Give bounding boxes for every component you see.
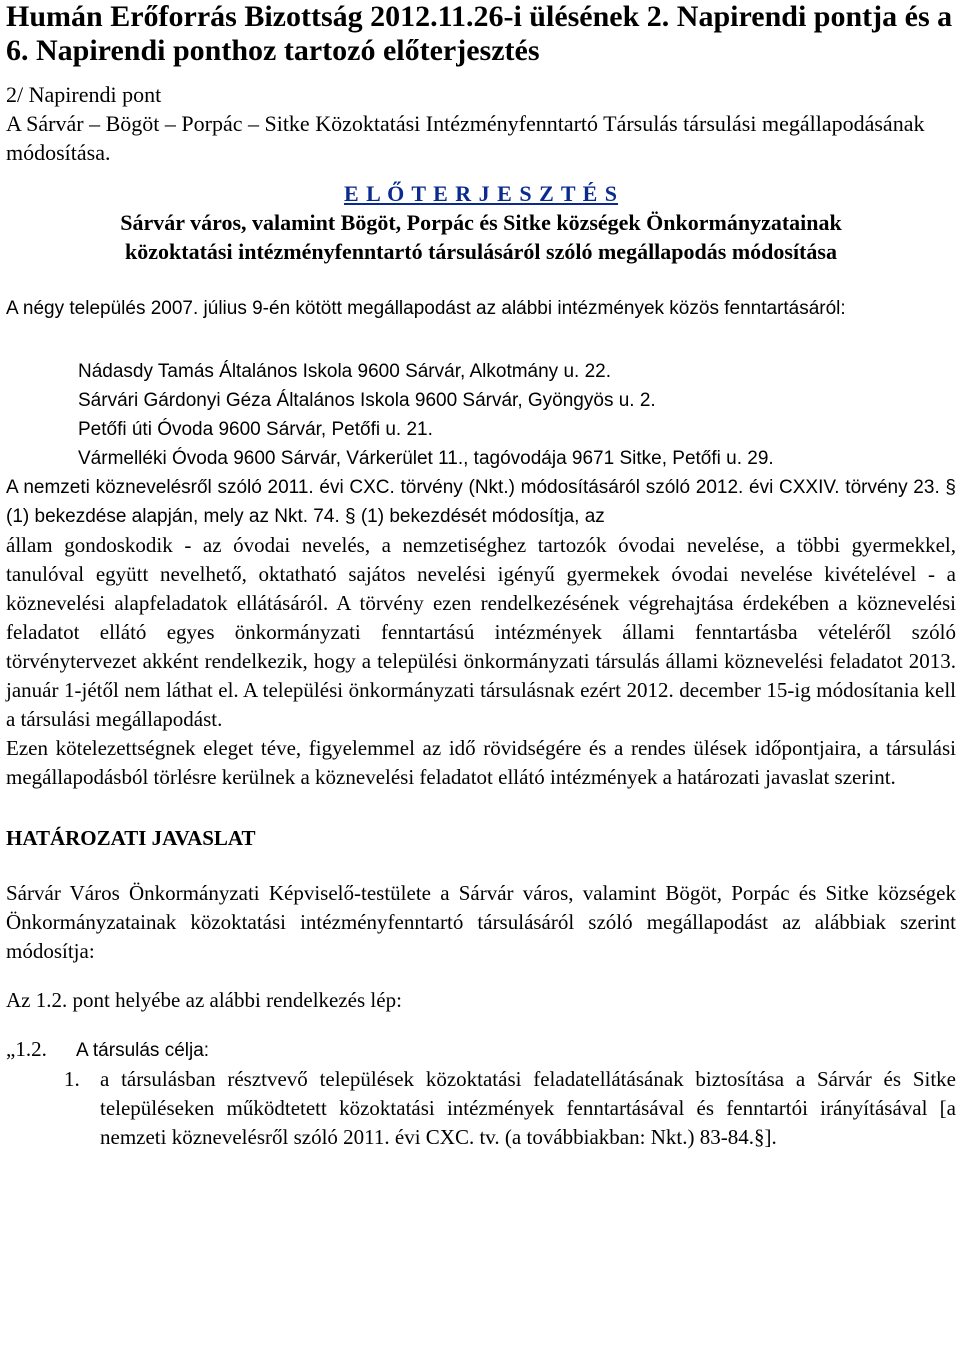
section-number: „1.2.: [6, 1037, 47, 1061]
institution-item: Sárvári Gárdonyi Géza Általános Iskola 9600 Sárvár, Gyöngyös u. 2.: [78, 390, 656, 411]
agenda-item-subject: A Sárvár – Bögöt – Porpác – Sitke Közoktatási Intézményfenntartó Társulás társulási megállapodásának módosítása.: [6, 111, 925, 165]
proposal-subtitle-line1: Sárvár város, valamint Bögöt, Porpác és Sitke községek Önkormányzatainak: [120, 210, 842, 235]
body-paragraph: állam gondoskodik - az óvodai nevelés, a nemzetiséghez tartozók óvodai nevelése, a többi gyermekkel, tanulóval együtt nevelhető, oktatható sajátos nevelési igényű gyermekek óvodai nevelése kivételével - a köznevelési alapfeladatok ellátásáról. A törvény ezen rendelkezésének végrehajtása érdekében a köznevelési feladatot ellátó egyes önkormányzati fenntartású intézmények állami fenntartásba vételéről szóló törvénytervezet akként rendelkezik, hogy a települési önkormányzati társulás állami köznevelési feladatot 2013. január 1-jétől nem láthat el. A települési önkormányzati társulásnak ezért 2012. december 15-ig módosítania kell a társulási megállapodást.: [6, 533, 956, 731]
institution-item: Nádasdy Tamás Általános Iskola 9600 Sárvár, Alkotmány u. 22.: [78, 361, 612, 382]
goal-item: [64, 1065, 956, 1152]
goal-item-marker: 1.: [64, 1067, 80, 1091]
resolution-title: HATÁROZATI JAVASLAT: [6, 826, 256, 850]
resolution-paragraph: Sárvár Város Önkormányzati Képviselő-testülete a Sárvár város, valamint Bögöt, Porpác és Sitke községek Önkormányzatainak közoktatási intézményfenntartó társulásáról szóló megállapodást az alábbiak szerint módosítja:: [6, 881, 956, 963]
proposal-header: [6, 179, 956, 266]
proposal-subtitle-line2: közoktatási intézményfenntartó társulásáról szóló megállapodás módosítása: [125, 239, 837, 264]
goal-list: [64, 1065, 956, 1152]
agenda-item-number: 2/ Napirendi pont: [6, 82, 162, 107]
institution-item: Petőfi úti Óvoda 9600 Sárvár, Petőfi u. 21.: [78, 419, 433, 440]
agenda-block: [6, 80, 956, 167]
institution-item: Vármelléki Óvoda 9600 Sárvár, Várkerület 11., tagóvodája 9671 Sitke, Petőfi u. 29.: [78, 448, 774, 469]
section-title: A társulás célja:: [76, 1040, 210, 1061]
section-heading: [6, 1035, 956, 1065]
document-title: Humán Erőforrás Bizottság 2012.11.26-i ülésének 2. Napirendi pontja és a 6. Napirendi ponthoz tartozó előterjesztés: [6, 0, 953, 67]
amendment-point: Az 1.2. pont helyébe az alábbi rendelkezés lép:: [6, 988, 402, 1012]
goal-item-text: a társulásban résztvevő települések közoktatási feladatellátásának biztosítása a Sárvár és Sitke településeken működtetett közoktatási intézmények fenntartásával és fenntartói irányításával [a nemzeti köznevelésről szóló 2011. évi CXC. tv. (a továbbiakban: Nkt.) 83-84.§].: [100, 1067, 956, 1149]
document-page: [6, 0, 956, 1152]
institution-list: [78, 357, 956, 473]
obligation-paragraph: Ezen kötelezettségnek eleget téve, figyelemmel az idő rövidségére és a rendes ülések időpontjaira, a társulási megállapodásból törlésre kerülnek a köznevelési feladatot ellátó intézmények a határozati javaslat szerint.: [6, 736, 956, 789]
intro-paragraph: A négy település 2007. július 9-én kötött megállapodást az alábbi intézmények közös fenntartásáról:: [6, 298, 846, 319]
proposal-heading: E L Ő T E R J E S Z T É S: [343, 181, 619, 206]
nkt-reference-paragraph: A nemzeti köznevelésről szóló 2011. évi CXC. törvény (Nkt.) módosításáról szóló 2012. évi CXXIV. törvény 23. § (1) bekezdése alapján, mely az Nkt. 74. § (1) bekezdését módosítja, az: [6, 477, 956, 527]
